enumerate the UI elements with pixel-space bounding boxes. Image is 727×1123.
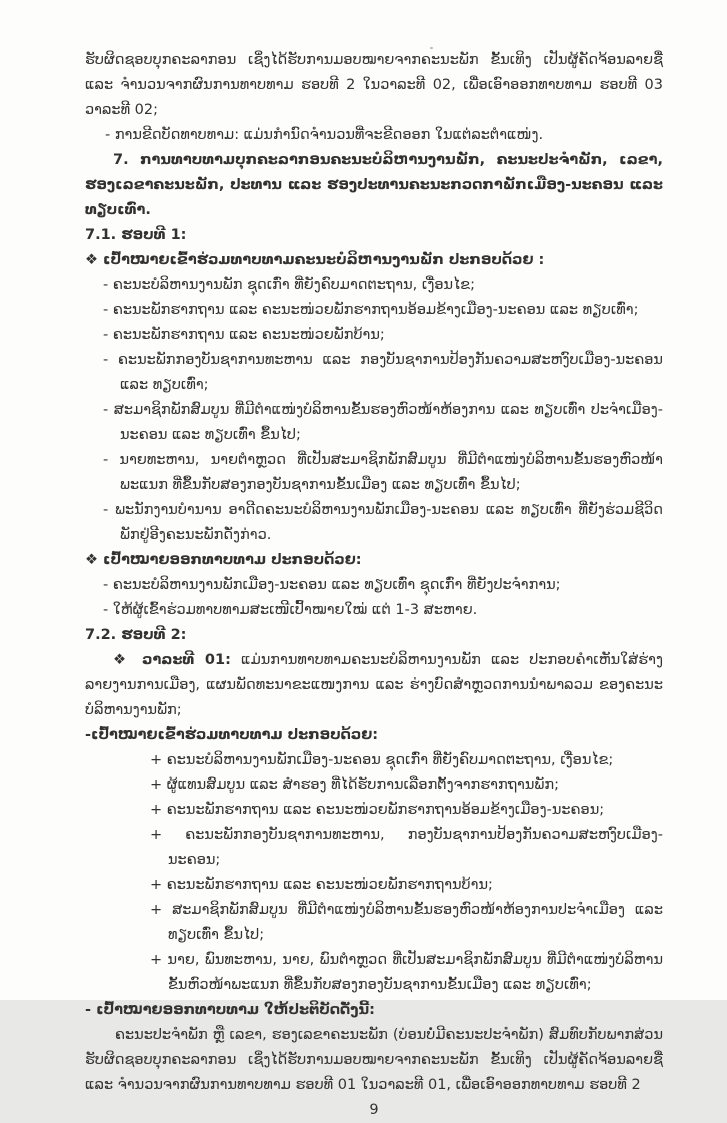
list-item: + ສະມາຊິກພັກສົມບູນ ທີ່ມີຕຳແໜ່ງບໍລິຫານຂັ້ນຮອງຫົວໜ້າຫ້ອງການປະຈຳເມືອງ ແລະ ທຽບເທົ່າ ຂຶ້ນໄປ; [150, 902, 663, 943]
target-heading: ❖ ເປົ້າໝາຍອອກທາບທາມ ປະກອບດ້ວຍ: [85, 552, 362, 568]
target-heading: - ເປົ້າໝາຍອອກທາບທາມ ໃຫ້ປະຕິບັດດັ່ງນີ້: [85, 1002, 375, 1018]
subsection-heading: 7.2. ຮອບທີ 2: [85, 627, 187, 643]
list-item: + ຄະນະພັກຮາກຖານ ແລະ ຄະນະໜ່ວຍພັກຮາກຖານອ້ອມຂ້າງເມືອງ-ນະຄອນ; [150, 802, 605, 818]
list-item: - ຄະນະບໍລິຫານງານພັກເມືອງ-ນະຄອນ ແລະ ທຽບເທົ່າ ຊຸດເກົ່າ ທີ່ຍັງປະຈຳການ; [103, 577, 561, 593]
agenda-lead: ❖ ວາລະທີ 01: [113, 652, 231, 668]
list-item: - ຄະນະພັກຮາກຖານ ແລະ ຄະນະໜ່ວຍພັກບ້ານ; [103, 327, 385, 343]
agenda-body: ແມ່ນການທາບທາມຄະນະບໍລິຫານງານພັກ ແລະ ປະກອບຄຳເຫັນໃສ່ຮ່າງລາຍງານການເມືອງ, ແຜນພັດທະນາຂະແໜງການ ແລະ ຮ່າງບົດສຳຫຼວດການນຳພາລວມ ຂອງຄະນະບໍລິຫານງານພັກ; [85, 652, 663, 718]
list-item: + ຄະນະພັກກອງບັນຊາການທະຫານ, ກອງບັນຊາການປ້ອງກັນຄວາມສະຫງົບເມືອງ-ນະຄອນ; [150, 827, 663, 868]
list-item: - ຄະນະບໍລິຫານງານພັກ ຊຸດເກົ່າ ທີ່ຍັງຄົບມາດຕະຖານ, ເງື່ອນໄຂ; [103, 277, 475, 293]
list-item: + ຜູ້ແທນສົມບູນ ແລະ ສຳຮອງ ທີ່ໄດ້ຮັບການເລືອກຕັ້ງຈາກຮາກຖານພັກ; [150, 777, 559, 793]
list-item: - ນາຍທະຫານ, ນາຍຕຳຫຼວດ ທີ່ເປັນສະມາຊິກພັກສົມບູນ ທີ່ມີຕຳແໜ່ງບໍລິຫານຂັ້ນຮອງຫົວໜ້າພະແນກ ທີ່ຂຶ້ນກັບສອງກອງບັນຊາການຂັ້ນເມືອງ ແລະ ທຽບເທົ່າ ຂຶ້ນໄປ; [103, 452, 663, 493]
list-item: - ພະນັກງານບຳນານ ອາດີດຄະນະບໍລິຫານງານພັກເມືອງ-ນະຄອນ ແລະ ທຽບເທົ່າ ທີ່ຍັງຮ່ວມຊີວິດພັກຢູ່ອີງຄະນະພັກດັ່ງກ່າວ. [103, 502, 663, 543]
body-paragraph: ຮັບຜິດຊອບບຸກຄະລາກອນ ເຊິ່ງໄດ້ຮັບການມອບໝາຍຈາກຄະນະພັກ ຂັ້ນເທິງ ເປັນຜູ້ຄັດຈ້ອນລາຍຊື່ ແລະ ຈຳນວນຈາກຜົນການທາບທາມ ຮອບທີ 2 ໃນວາລະທີ 02, ເພື່ອເອົາອອກທາບທາມ ຮອບທີ 03 ວາລະທີ 02; [85, 52, 663, 118]
list-item: + ນາຍ, ພົນທະຫານ, ນາຍ, ພົນຕຳຫຼວດ ທີ່ເປັນສະມາຊິກພັກສົມບູນ ທີ່ມີຕຳແໜ່ງບໍລິຫານຂັ້ນຫົວໜ້າພະແນກ ທີ່ຂຶ້ນກັບສອງກອງບັນຊາການຂັ້ນເມືອງ ແລະ ທຽບເທົ່າ; [150, 952, 663, 993]
list-item: - ຄະນະພັກກອງບັນຊາການທະຫານ ແລະ ກອງບັນຊາການປ້ອງກັນຄວາມສະຫງົບເມືອງ-ນະຄອນ ແລະ ທຽບເທົ່າ; [103, 352, 663, 393]
section-heading: 7. ການທາບທາມບຸກຄະລາກອນຄະນະບໍລິຫານງານພັກ, ຄະນະປະຈຳພັກ, ເລຂາ, ຮອງເລຂາຄະນະພັກ, ປະທານ ແລະ ຮອງປະທານຄະນະກວດກາພັກເມືອງ-ນະຄອນ ແລະ ທຽບເທົ່າ. [85, 152, 663, 218]
target-heading: -ເປົ້າໝາຍເຂົ້າຮ່ວມທາບທາມ ປະກອບດ້ວຍ: [85, 727, 379, 743]
list-item: + ຄະນະພັກຮາກຖານ ແລະ ຄະນະໜ່ວຍພັກຮາກຖານບ້ານ; [150, 877, 493, 893]
subsection-heading: 7.1. ຮອບທີ 1: [85, 227, 187, 243]
list-item: - ຄະນະພັກຮາກຖານ ແລະ ຄະນະໜ່ວຍພັກຮາກຖານອ້ອມຂ້າງເມືອງ-ນະຄອນ ແລະ ທຽບເທົ່າ; [103, 302, 639, 318]
page-number: 9 [369, 1102, 379, 1118]
list-item: - ໃຫ້ຜູ້ເຂົ້າຮ່ວມທາບທາມສະເໜີເປົ້າໝາຍໃໝ່ ແຕ່ 1-3 ສະຫາຍ. [103, 602, 478, 618]
target-heading: ❖ ເປົ້າໝາຍເຂົ້າຮ່ວມທາບທາມຄະນະບໍລິຫານງານພັກ ປະກອບດ້ວຍ : [85, 252, 545, 268]
scan-speck [430, 47, 433, 49]
body-paragraph: ຄະນະປະຈຳພັກ ຫຼື ເລຂາ, ຮອງເລຂາຄະນະພັກ (ບ່ອນບໍ່ມີຄະນະປະຈຳພັກ) ສົມທົບກັບພາກສ່ວນຮັບຜິດຊອບບຸກຄະລາກອນ ເຊິ່ງໄດ້ຮັບການມອບໝາຍຈາກຄະນະພັກ ຂັ້ນເທິງ ເປັນຜູ້ຄັດຈ້ອນລາຍຊື່ ແລະ ຈຳນວນຈາກຜົນການທາບທາມ ຮອບທີ 01 ໃນວາລະທີ 01, ເພື່ອເອົາອອກທາບທາມ ຮອບທີ 2 [85, 1027, 663, 1093]
list-item: - ສະມາຊິກພັກສົມບູນ ທີ່ມີຕຳແໜ່ງບໍລິຫານຂັ້ນຮອງຫົວໜ້າຫ້ອງການ ແລະ ທຽບເທົ່າ ປະຈຳເມືອງ-ນະຄອນ ແລະ ທຽບເທົ່າ ຂຶ້ນໄປ; [103, 402, 663, 443]
agenda-paragraph [85, 648, 663, 723]
list-item: - ການຂີດບັດທາບທາມ: ແມ່ນກຳນົດຈຳນວນທີ່ຈະຂີດອອກ ໃນແຕ່ລະຕຳແໜ່ງ. [105, 127, 544, 143]
list-item: + ຄະນະບໍລິຫານງານພັກເມືອງ-ນະຄອນ ຊຸດເກົ່າ ທີ່ຍັງຄົບມາດຕະຖານ, ເງື່ອນໄຂ; [150, 752, 614, 768]
